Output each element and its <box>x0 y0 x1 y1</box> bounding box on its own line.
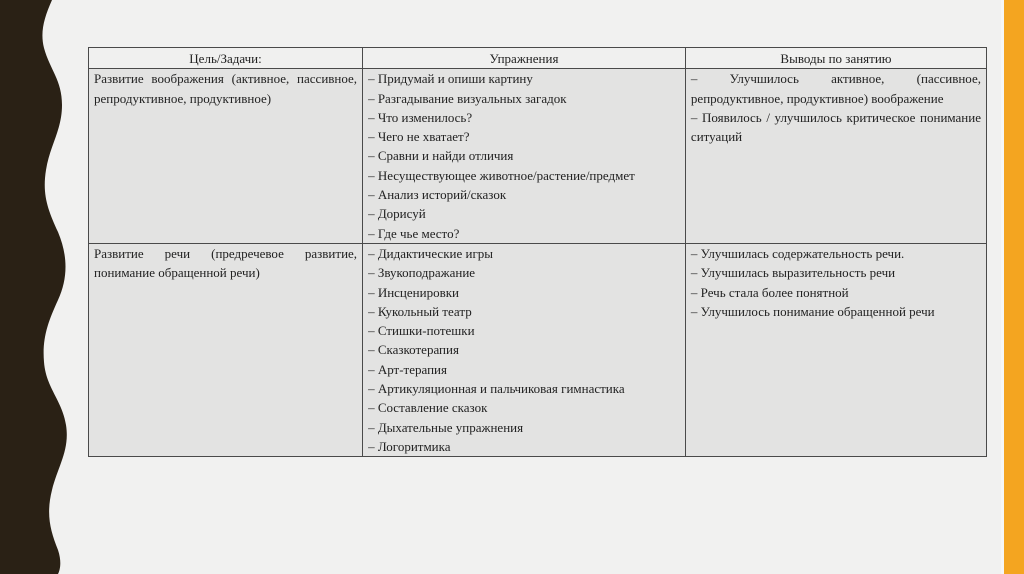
exercise-item: – Арт-терапия <box>368 361 447 377</box>
conclusion-item: – Появилось / улучшилось критическое понимание ситуаций <box>690 109 981 145</box>
conclusions-cell <box>685 69 986 244</box>
exercise-item: – Где чье место? <box>368 225 460 241</box>
exercise-item: – Инсценировки <box>368 284 459 300</box>
decorative-right-band <box>1001 0 1024 574</box>
wave-fill <box>0 0 67 574</box>
header-goal: Цель/Задачи: <box>89 48 363 69</box>
exercise-item: – Кукольный театр <box>368 303 472 319</box>
conclusion-item: – Улучшилось активное, (пассивное, репродуктивное, продуктивное) воображение <box>690 71 981 106</box>
conclusion-item: – Речь стала более понятной <box>690 284 849 300</box>
exercise-item: – Придумай и опиши картину <box>368 71 533 87</box>
conclusion-item: – Улучшилась содержательность речи. <box>690 245 905 261</box>
header-conclusions: Выводы по занятию <box>685 48 986 69</box>
exercise-item: – Что изменилось? <box>368 109 473 125</box>
exercise-item: – Составление сказок <box>368 400 488 416</box>
exercise-item: – Дыхательные упражнения <box>368 419 524 435</box>
conclusion-item: – Улучшилась выразительность речи <box>690 265 896 281</box>
lesson-table <box>88 47 987 457</box>
decorative-left-band <box>0 0 80 574</box>
table-row <box>89 243 987 456</box>
goal-cell: Развитие воображения (активное, пассивное, репродуктивное, продуктивное) <box>89 69 363 244</box>
goal-cell: Развитие речи (предречевое развитие, понимание обращенной речи) <box>89 243 363 456</box>
exercise-item: – Несуществующее животное/растение/предмет <box>368 167 635 183</box>
conclusions-cell <box>685 243 986 456</box>
exercise-item: – Сказкотерапия <box>368 342 459 358</box>
table-row <box>89 69 987 244</box>
wavy-band-shape <box>0 0 80 574</box>
exercise-item: – Звукоподражание <box>368 265 476 281</box>
exercise-item: – Артикуляционная и пальчиковая гимнастика <box>368 381 625 397</box>
exercise-item: – Стишки-потешки <box>368 323 475 339</box>
header-exercises: Упражнения <box>363 48 686 69</box>
exercise-item: – Логоритмика <box>368 438 451 454</box>
exercise-item: – Сравни и найди отличия <box>368 148 514 164</box>
right-band-accent-stripe <box>1004 0 1024 574</box>
exercise-item: – Дидактические игры <box>368 245 494 261</box>
exercises-cell <box>363 243 686 456</box>
exercise-item: – Дорисуй <box>368 206 426 222</box>
exercise-item: – Разгадывание визуальных загадок <box>368 90 567 106</box>
conclusion-item: – Улучшилось понимание обращенной речи <box>690 303 935 319</box>
exercise-item: – Чего не хватает? <box>368 129 470 145</box>
table-header-row <box>89 48 987 69</box>
exercises-cell <box>363 69 686 244</box>
exercise-item: – Анализ историй/сказок <box>368 187 507 203</box>
lesson-table-container <box>88 47 987 457</box>
